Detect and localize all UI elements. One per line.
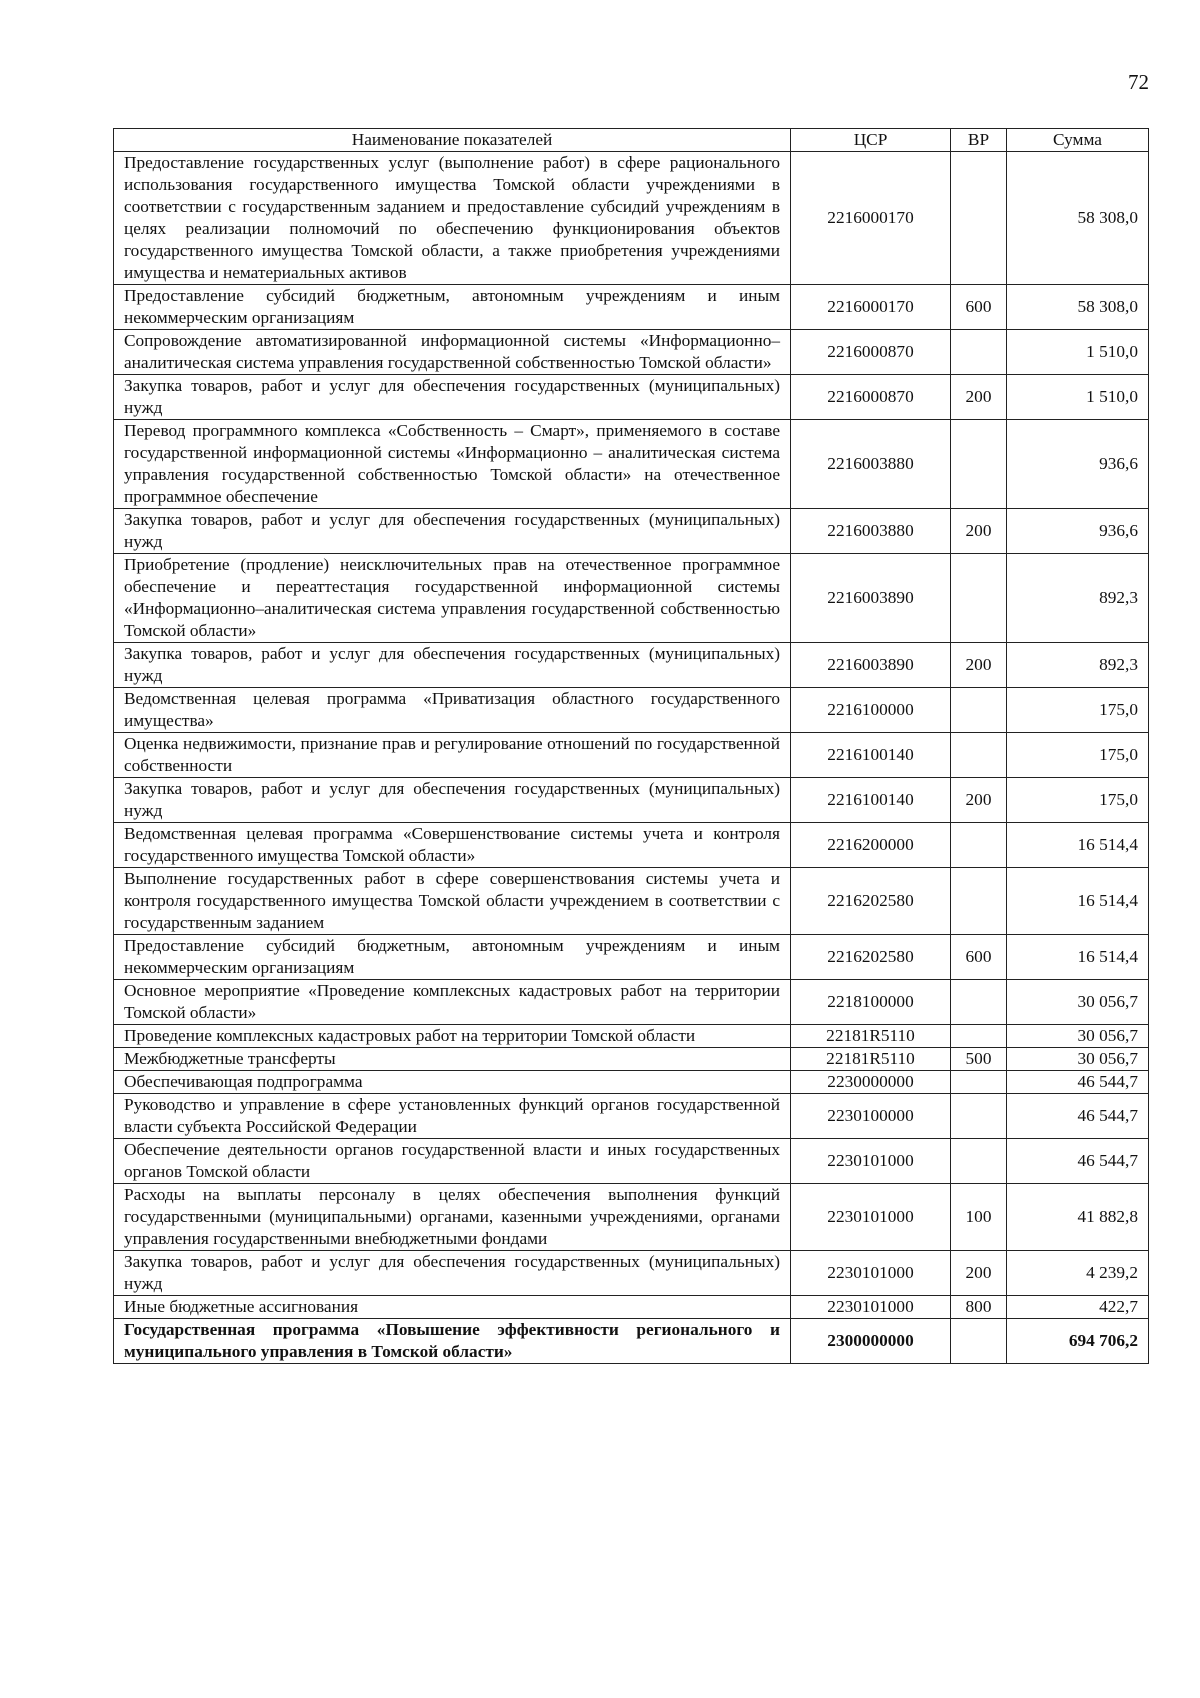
row-sum: 175,0 <box>1007 733 1149 778</box>
row-name: Закупка товаров, работ и услуг для обеспечения государственных (муниципальных) нужд <box>114 375 791 420</box>
header-sum: Сумма <box>1007 129 1149 152</box>
table-row <box>114 868 1149 935</box>
row-csr: 2216003880 <box>791 420 951 509</box>
row-sum: 1 510,0 <box>1007 375 1149 420</box>
table-row <box>114 1048 1149 1071</box>
row-csr: 2216000170 <box>791 152 951 285</box>
row-sum: 58 308,0 <box>1007 285 1149 330</box>
row-vr <box>951 152 1007 285</box>
table-row <box>114 1184 1149 1251</box>
table-row <box>114 1251 1149 1296</box>
row-name: Иные бюджетные ассигнования <box>114 1296 791 1319</box>
table-row <box>114 1094 1149 1139</box>
header-name: Наименование показателей <box>114 129 791 152</box>
row-vr <box>951 733 1007 778</box>
row-name: Закупка товаров, работ и услуг для обеспечения государственных (муниципальных) нужд <box>114 509 791 554</box>
row-name: Расходы на выплаты персоналу в целях обеспечения выполнения функций государственными (муниципальными) органами, казенными учреждениями, органами управления государственными внебюджетными фондами <box>114 1184 791 1251</box>
row-sum: 30 056,7 <box>1007 1048 1149 1071</box>
table-row <box>114 823 1149 868</box>
table-header-row <box>114 129 1149 152</box>
row-csr: 2216003880 <box>791 509 951 554</box>
row-sum: 58 308,0 <box>1007 152 1149 285</box>
row-csr: 2300000000 <box>791 1319 951 1364</box>
table-row <box>114 330 1149 375</box>
row-sum: 175,0 <box>1007 778 1149 823</box>
row-vr <box>951 823 1007 868</box>
row-name: Проведение комплексных кадастровых работ на территории Томской области <box>114 1025 791 1048</box>
table-row <box>114 778 1149 823</box>
row-sum: 16 514,4 <box>1007 823 1149 868</box>
row-name: Предоставление субсидий бюджетным, автономным учреждениям и иным некоммерческим организациям <box>114 935 791 980</box>
table-row <box>114 420 1149 509</box>
row-csr: 2230101000 <box>791 1296 951 1319</box>
row-csr: 2216202580 <box>791 868 951 935</box>
row-csr: 2230101000 <box>791 1251 951 1296</box>
row-name: Закупка товаров, работ и услуг для обеспечения государственных (муниципальных) нужд <box>114 643 791 688</box>
row-vr: 100 <box>951 1184 1007 1251</box>
table-row <box>114 643 1149 688</box>
header-vr: ВР <box>951 129 1007 152</box>
row-name: Приобретение (продление) неисключительных прав на отечественное программное обеспечение и переаттестация государственной информационной системы «Информационно–аналитическая система управления государственной собственностью Томской области» <box>114 554 791 643</box>
row-csr: 2216202580 <box>791 935 951 980</box>
table-row <box>114 1319 1149 1364</box>
row-csr: 2216100000 <box>791 688 951 733</box>
row-sum: 892,3 <box>1007 554 1149 643</box>
row-csr: 2218100000 <box>791 980 951 1025</box>
row-sum: 422,7 <box>1007 1296 1149 1319</box>
row-sum: 175,0 <box>1007 688 1149 733</box>
row-name: Основное мероприятие «Проведение комплексных кадастровых работ на территории Томской области» <box>114 980 791 1025</box>
row-csr: 2216100140 <box>791 733 951 778</box>
row-vr <box>951 330 1007 375</box>
table-row <box>114 935 1149 980</box>
row-name: Руководство и управление в сфере установленных функций органов государственной власти субъекта Российской Федерации <box>114 1094 791 1139</box>
row-vr: 800 <box>951 1296 1007 1319</box>
table-row <box>114 1139 1149 1184</box>
row-csr: 2216003890 <box>791 554 951 643</box>
row-vr: 600 <box>951 285 1007 330</box>
table-body <box>114 152 1149 1364</box>
row-vr <box>951 1071 1007 1094</box>
row-vr: 200 <box>951 375 1007 420</box>
header-csr: ЦСР <box>791 129 951 152</box>
row-csr: 2216200000 <box>791 823 951 868</box>
row-sum: 46 544,7 <box>1007 1139 1149 1184</box>
row-vr <box>951 554 1007 643</box>
row-sum: 936,6 <box>1007 420 1149 509</box>
table-row <box>114 554 1149 643</box>
row-name: Предоставление государственных услуг (выполнение работ) в сфере рационального использования государственного имущества Томской области учреждениями в соответствии с государственным заданием и предоставление субсидий учреждениям в целях реализации полномочий по обеспечению функционирования объектов государственного имущества Томской области, а также приобретения учреждениями имущества и нематериальных активов <box>114 152 791 285</box>
row-sum: 30 056,7 <box>1007 1025 1149 1048</box>
table-row <box>114 285 1149 330</box>
row-csr: 22181R5110 <box>791 1025 951 1048</box>
row-vr <box>951 980 1007 1025</box>
row-sum: 16 514,4 <box>1007 935 1149 980</box>
row-csr: 2230100000 <box>791 1094 951 1139</box>
table-row <box>114 980 1149 1025</box>
row-sum: 892,3 <box>1007 643 1149 688</box>
table-row <box>114 1025 1149 1048</box>
row-vr <box>951 1319 1007 1364</box>
row-vr: 200 <box>951 778 1007 823</box>
row-sum: 30 056,7 <box>1007 980 1149 1025</box>
row-vr: 500 <box>951 1048 1007 1071</box>
row-name: Закупка товаров, работ и услуг для обеспечения государственных (муниципальных) нужд <box>114 1251 791 1296</box>
row-name: Ведомственная целевая программа «Совершенствование системы учета и контроля государственного имущества Томской области» <box>114 823 791 868</box>
row-sum: 41 882,8 <box>1007 1184 1149 1251</box>
row-sum: 1 510,0 <box>1007 330 1149 375</box>
row-sum: 4 239,2 <box>1007 1251 1149 1296</box>
row-sum: 936,6 <box>1007 509 1149 554</box>
table-row <box>114 1296 1149 1319</box>
row-vr <box>951 1094 1007 1139</box>
row-vr <box>951 868 1007 935</box>
row-csr: 2230101000 <box>791 1184 951 1251</box>
table-row <box>114 375 1149 420</box>
row-name: Оценка недвижимости, признание прав и регулирование отношений по государственной собственности <box>114 733 791 778</box>
row-name: Закупка товаров, работ и услуг для обеспечения государственных (муниципальных) нужд <box>114 778 791 823</box>
table-row <box>114 509 1149 554</box>
table-header <box>114 129 1149 152</box>
row-vr: 200 <box>951 643 1007 688</box>
row-vr: 200 <box>951 1251 1007 1296</box>
row-vr <box>951 420 1007 509</box>
row-name: Межбюджетные трансферты <box>114 1048 791 1071</box>
row-name: Перевод программного комплекса «Собственность – Смарт», применяемого в составе государственной информационной системы «Информационно – аналитическая система управления государственной собственностью Томской области» на отечественное программное обеспечение <box>114 420 791 509</box>
row-csr: 2230000000 <box>791 1071 951 1094</box>
row-csr: 2216000870 <box>791 375 951 420</box>
row-vr: 600 <box>951 935 1007 980</box>
budget-table <box>113 128 1149 1364</box>
row-csr: 2216000170 <box>791 285 951 330</box>
row-name: Обеспечение деятельности органов государственной власти и иных государственных органов Томской области <box>114 1139 791 1184</box>
row-sum: 46 544,7 <box>1007 1071 1149 1094</box>
table-row <box>114 152 1149 285</box>
row-vr: 200 <box>951 509 1007 554</box>
row-csr: 2230101000 <box>791 1139 951 1184</box>
table-row <box>114 1071 1149 1094</box>
row-vr <box>951 688 1007 733</box>
row-sum: 46 544,7 <box>1007 1094 1149 1139</box>
row-csr: 2216000870 <box>791 330 951 375</box>
row-name: Выполнение государственных работ в сфере совершенствования системы учета и контроля государственного имущества Томской области учреждением в соответствии с государственным заданием <box>114 868 791 935</box>
row-vr <box>951 1139 1007 1184</box>
row-sum: 694 706,2 <box>1007 1319 1149 1364</box>
row-vr <box>951 1025 1007 1048</box>
row-csr: 2216100140 <box>791 778 951 823</box>
row-sum: 16 514,4 <box>1007 868 1149 935</box>
row-name: Обеспечивающая подпрограмма <box>114 1071 791 1094</box>
row-name: Сопровождение автоматизированной информационной системы «Информационно–аналитическая система управления государственной собственностью Томской области» <box>114 330 791 375</box>
row-name: Предоставление субсидий бюджетным, автономным учреждениям и иным некоммерческим организациям <box>114 285 791 330</box>
row-name: Государственная программа «Повышение эффективности регионального и муниципального управления в Томской области» <box>114 1319 791 1364</box>
row-csr: 22181R5110 <box>791 1048 951 1071</box>
table-row <box>114 733 1149 778</box>
table-row <box>114 688 1149 733</box>
row-name: Ведомственная целевая программа «Приватизация областного государственного имущества» <box>114 688 791 733</box>
row-csr: 2216003890 <box>791 643 951 688</box>
page-number: 72 <box>1128 70 1149 94</box>
